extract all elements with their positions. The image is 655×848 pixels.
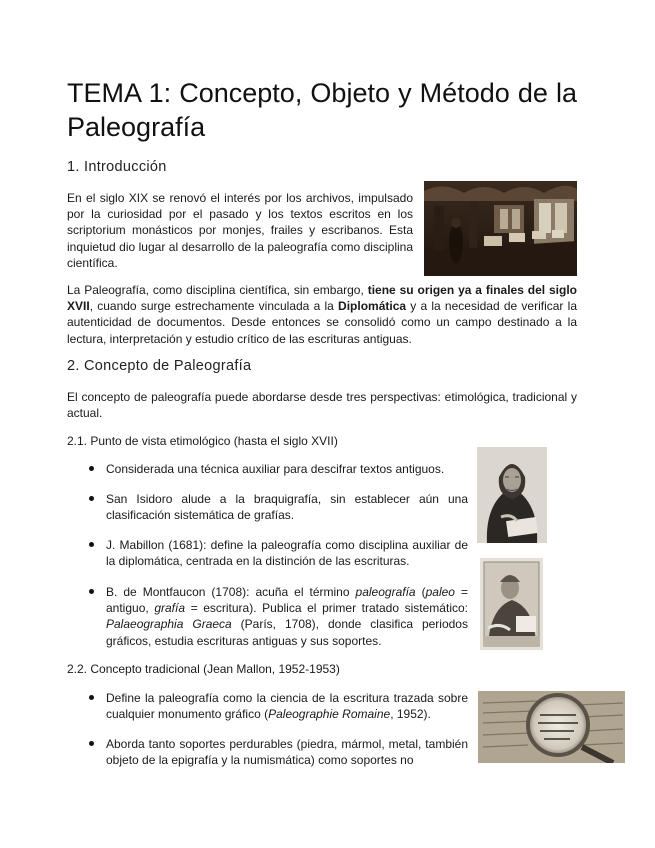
origin-text-bold-1: tiene su origen ya a finales del siglo XVII xyxy=(67,283,577,314)
concept-intro: El concepto de paleografía puede abordarse desde tres perspectivas: etimológica, tradicional y actual. xyxy=(67,390,577,421)
list-item-text: San Isidoro alude a la braquigrafía, sin establecer aún una clasificación sistemática de grafías. xyxy=(106,492,468,523)
section-1-heading: 1. Introducción xyxy=(67,159,167,175)
title-line-1: TEMA 1: Concepto, Objeto y Método de la xyxy=(67,78,577,108)
bullet-dot xyxy=(89,466,94,471)
scriptorium-image xyxy=(424,181,577,276)
list-item xyxy=(106,491,468,523)
list-item xyxy=(106,461,468,477)
list-item-text: Aborda tanto soportes perdurables (piedra, mármol, metal, también objeto de la epigrafía y la numismática) como soportes no xyxy=(106,737,468,768)
bullet-dot xyxy=(89,741,94,746)
list-item-italic: Palaeographia Graeca xyxy=(106,617,232,632)
magnifier-image xyxy=(478,691,625,763)
montfaucon-portrait xyxy=(480,558,543,650)
origin-text-a: La Paleografía, como disciplina científica, sin embargo, xyxy=(67,283,368,297)
subsection-2-2-heading: 2.2. Concepto tradicional (Jean Mallon, 1952-1953) xyxy=(67,662,340,676)
list-item-text: = escritura). Publica el primer tratado sistemático: xyxy=(185,601,468,616)
list-item-text: J. Mabillon (1681): define la paleografía como disciplina auxiliar de la diplomática, centrada en la distinción de las escrituras. xyxy=(106,538,468,569)
bullet-dot xyxy=(89,496,94,501)
list-item xyxy=(106,690,468,722)
bullet-dot xyxy=(89,542,94,547)
bullet-dot xyxy=(89,695,94,700)
origin-text-c: , cuando surge estrechamente vinculada a la xyxy=(89,299,339,314)
list-item-italic: grafía xyxy=(154,601,185,616)
list-item-italic: Paleographie Romaine xyxy=(268,707,391,722)
origin-text-bold-2: Diplomática xyxy=(338,299,407,314)
list-item xyxy=(106,736,468,768)
list-item xyxy=(106,537,468,569)
subsection-2-1-heading: 2.1. Punto de vista etimológico (hasta el siglo XVII) xyxy=(67,434,338,448)
bullet-dot xyxy=(89,589,94,594)
origin-paragraph xyxy=(67,282,577,347)
list-item-text: Define la paleografía como la ciencia de la escritura trazada sobre cualquier monumento gráfico ( xyxy=(106,691,468,722)
origin-text-e: y a la necesidad de verificar la autenticidad de documentos. Desde entonces se consolidó como un campo destinado a la lectura, interpretación y estudio crítico de las escrituras antiguas. xyxy=(67,299,577,346)
list-item xyxy=(106,584,468,649)
intro-paragraph: En el siglo XIX se renovó el interés por los archivos, impulsado por la curiosidad por el pasado y los textos escritos en los scriptorium monásticos por monjes, frailes y escribanos. Esta inquietud dio lugar al desarrollo de la paleografía como disciplina científica. xyxy=(67,191,413,270)
list-item-text: (París, 1708), donde clasifica periodos gráficos, estudia escrituras antiguas y sus soportes. xyxy=(106,617,468,648)
list-item-text: Considerada una técnica auxiliar para descifrar textos antiguos. xyxy=(106,462,445,476)
list-item-text: B. de Montfaucon (1708): acuña el término xyxy=(106,585,356,599)
section-2-heading: 2. Concepto de Paleografía xyxy=(67,358,252,374)
page-title xyxy=(67,76,577,144)
mabillon-portrait xyxy=(477,447,547,543)
list-item-text: ( xyxy=(415,585,426,599)
list-item-italic: paleografía xyxy=(355,585,416,599)
list-item-text: = antiguo, xyxy=(106,585,468,616)
title-line-2: Paleografía xyxy=(67,112,206,142)
list-item-text: , 1952). xyxy=(390,707,431,722)
list-item-italic: paleo xyxy=(425,585,455,599)
